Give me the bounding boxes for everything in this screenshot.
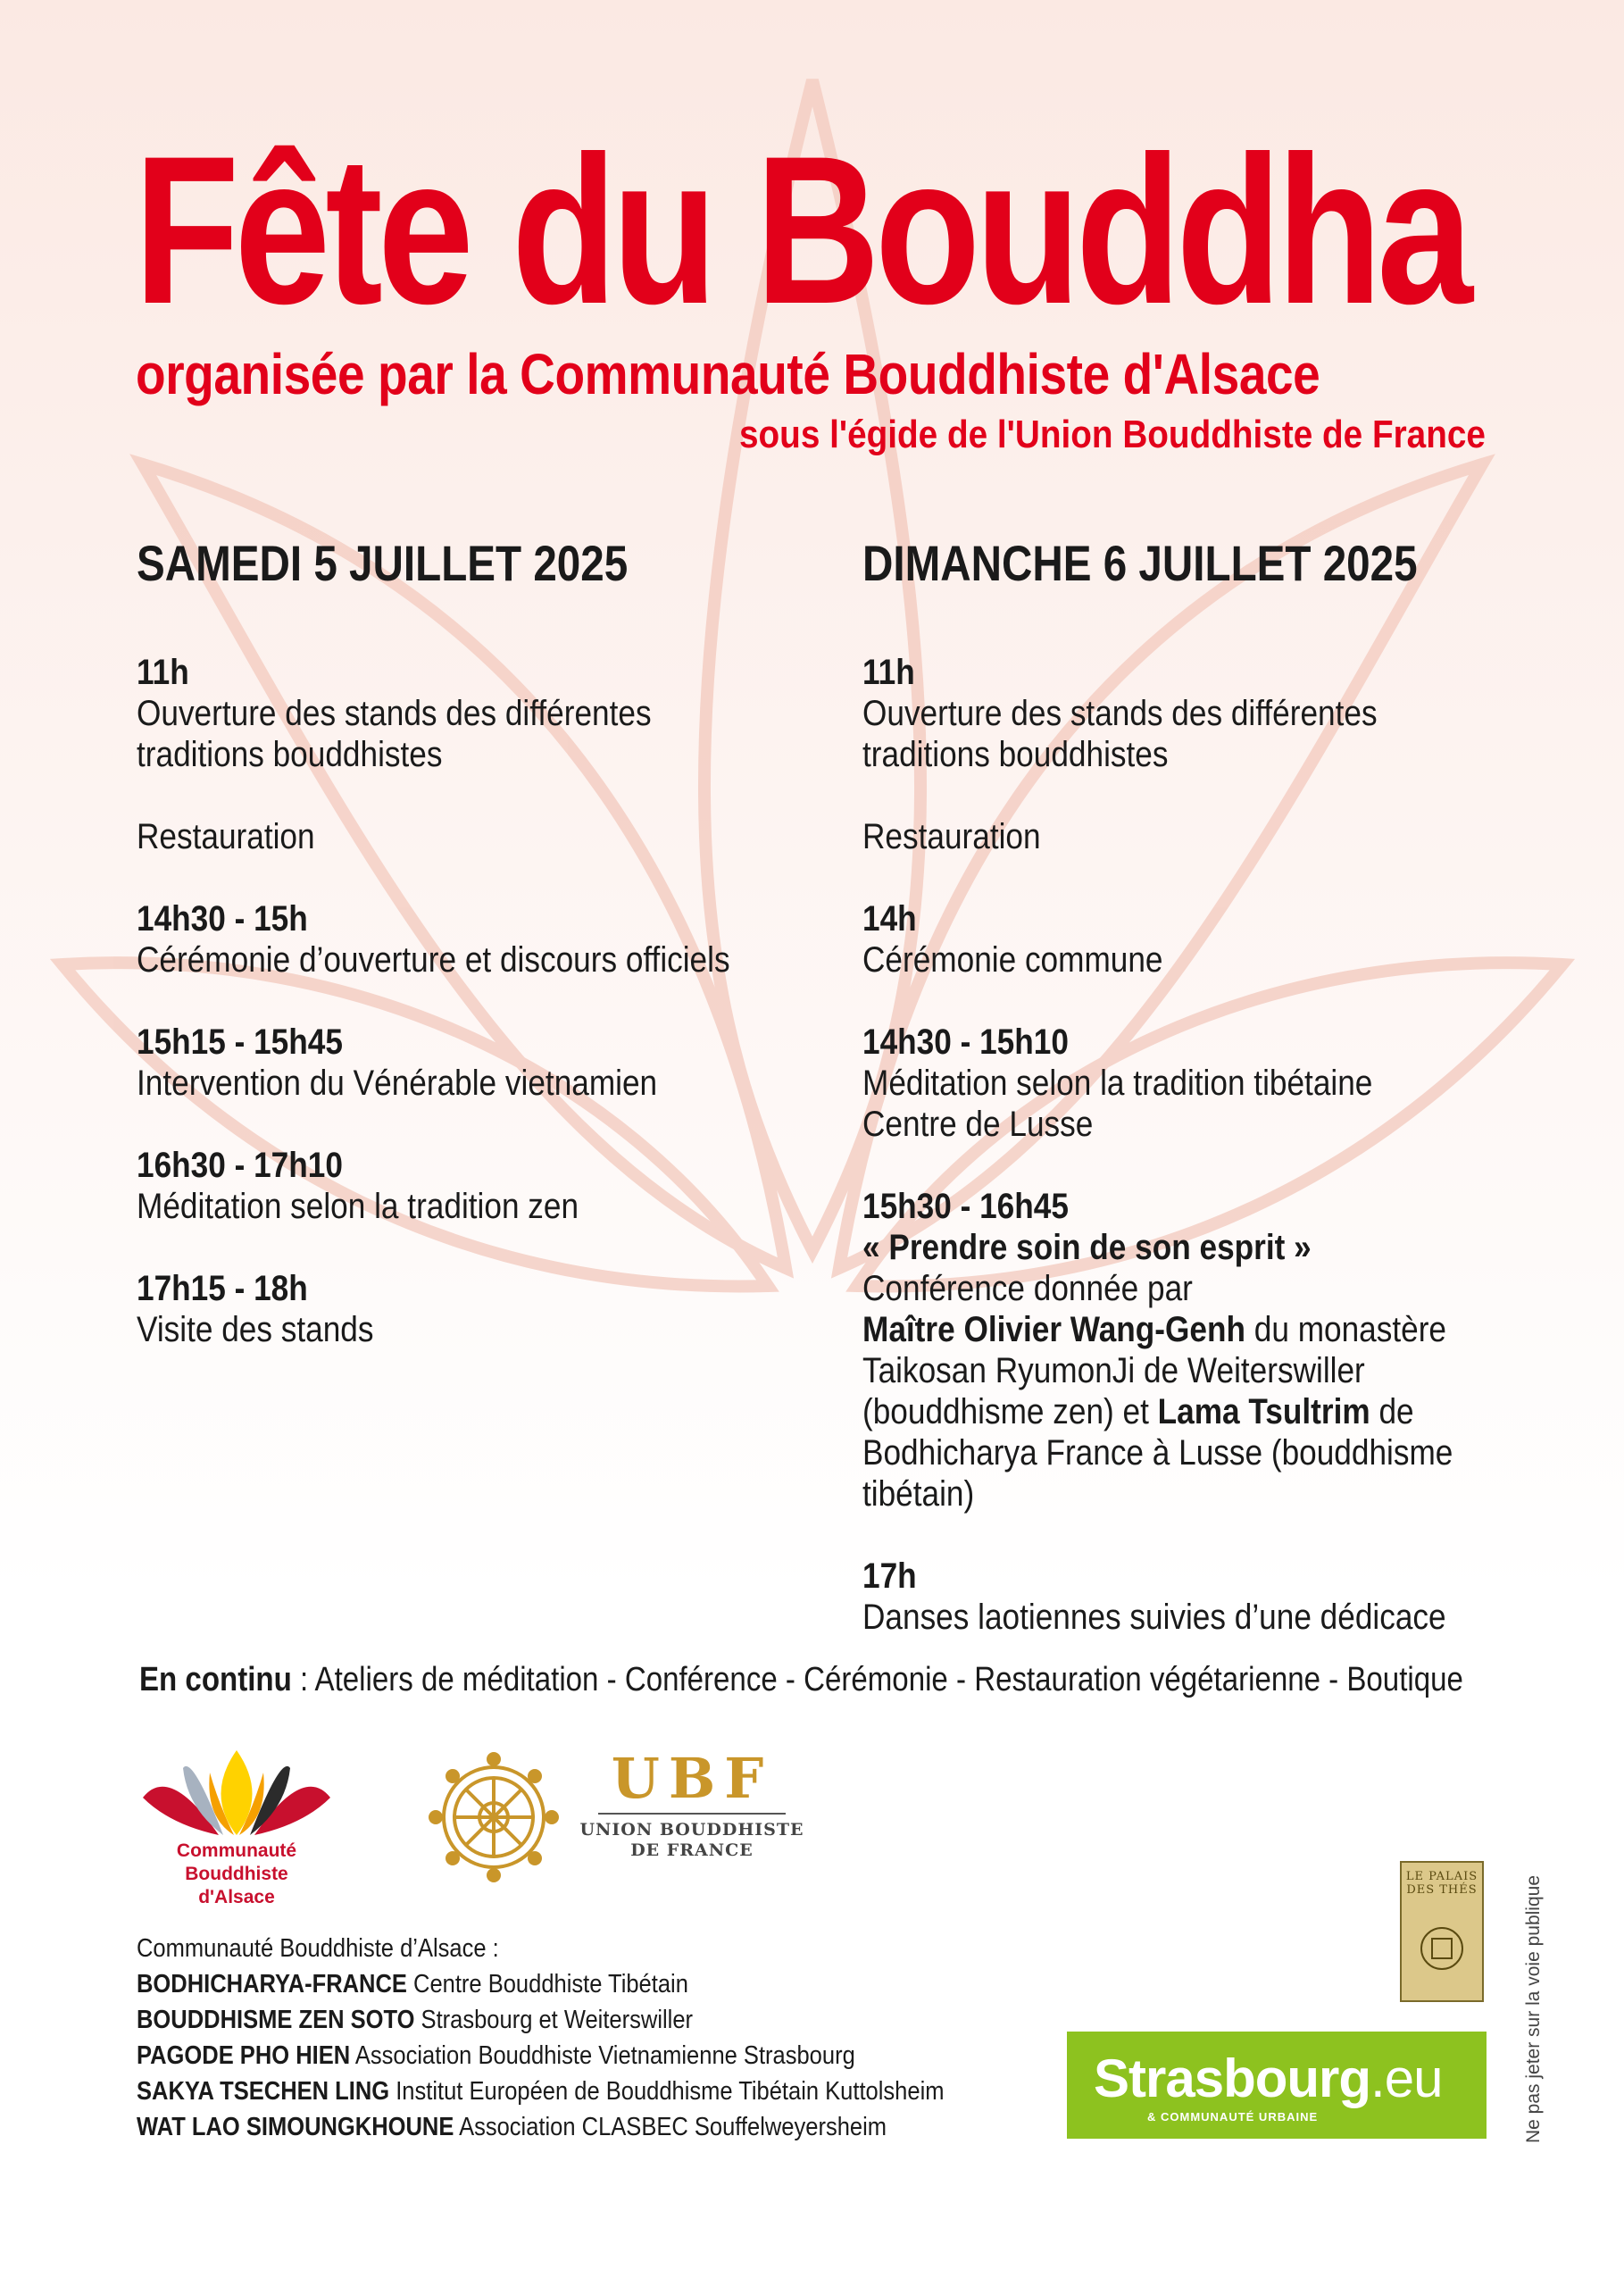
program-item xyxy=(862,816,1561,857)
event-time: 15h15 - 15h45 xyxy=(137,1022,343,1062)
speaker-name: Lama Tsultrim xyxy=(1157,1392,1370,1431)
conference-speakers-line xyxy=(862,1309,1561,1350)
member-item xyxy=(137,2002,945,2038)
program-item xyxy=(137,898,817,980)
cba-logo-text: Communauté Bouddhiste xyxy=(176,1840,297,1884)
event-description: Méditation selon la tradition zen xyxy=(137,1187,579,1226)
program-item xyxy=(862,898,1561,980)
strasbourg-brand: Strasbourg xyxy=(1094,2049,1371,2108)
member-name: BOUDDHISME ZEN SOTO xyxy=(137,2006,415,2034)
program-item xyxy=(862,1556,1561,1638)
sunday-heading: DIMANCHE 6 JUILLET 2025 xyxy=(862,535,1418,591)
event-time: 14h xyxy=(862,899,917,939)
member-desc: Strasbourg et Weiterswiller xyxy=(414,2006,694,2034)
event-time: 15h30 - 16h45 xyxy=(862,1187,1069,1226)
palais-text: DES THÉS xyxy=(1406,1883,1478,1897)
member-desc: Association CLASBEC Souffelweyersheim xyxy=(454,2113,887,2141)
member-item xyxy=(137,1966,945,2002)
member-name: WAT LAO SIMOUNGKHOUNE xyxy=(137,2113,454,2141)
event-description: Intervention du Vénérable vietnamien xyxy=(137,1064,658,1103)
conference-description: tibétain) xyxy=(862,1474,975,1514)
ubf-logo xyxy=(571,1746,812,1875)
program-item xyxy=(137,1145,817,1227)
lotus-logo-icon xyxy=(134,1746,339,1844)
organizer-subtitle: organisée par la Communauté Bouddhiste d'Alsace xyxy=(136,342,1320,406)
event-time: 17h15 - 18h xyxy=(137,1269,308,1308)
conference-description: Taikosan RyumonJi de Weiterswiller xyxy=(862,1351,1365,1390)
program-item xyxy=(137,1268,817,1350)
speaker-affiliation: de xyxy=(1370,1392,1414,1431)
member-desc: Association Bouddhiste Vietnamienne Strasbourg xyxy=(350,2041,855,2070)
event-description: Restauration xyxy=(862,817,1041,856)
sunday-program xyxy=(862,652,1559,1679)
continuous-text: : Ateliers de méditation - Conférence - Cérémonie - Restauration végétarienne - Boutique xyxy=(291,1661,1463,1698)
strasbourg-domain: .eu xyxy=(1370,2049,1443,2108)
event-description: Ouverture des stands des différentes xyxy=(862,694,1378,733)
event-description: traditions bouddhistes xyxy=(137,735,443,774)
event-time: 17h xyxy=(862,1556,917,1596)
event-time: 16h30 - 17h10 xyxy=(137,1146,343,1185)
disposal-notice: Ne pas jeter sur la voie publique xyxy=(1523,1874,1544,2143)
member-item xyxy=(137,2109,945,2145)
conference-title: « Prendre soin de son esprit » xyxy=(862,1228,1312,1267)
ubf-letters: UBF xyxy=(611,1746,773,1811)
member-list xyxy=(137,1931,1054,2145)
saturday-program xyxy=(137,652,815,1391)
event-title: Fête du Bouddha xyxy=(134,113,1469,348)
program-item xyxy=(137,1022,817,1104)
seal-icon xyxy=(1420,1927,1463,1970)
member-item xyxy=(137,2038,945,2074)
ubf-name: DE FRANCE xyxy=(630,1840,754,1860)
event-description: Danses laotiennes suivies d’une dédicace xyxy=(862,1598,1446,1637)
conference-speakers-line xyxy=(862,1391,1561,1432)
event-description: Ouverture des stands des différentes xyxy=(137,694,652,733)
speaker-name: Maître Olivier Wang-Genh xyxy=(862,1310,1245,1349)
dharma-wheel-icon xyxy=(427,1750,561,1884)
program-item xyxy=(137,816,817,857)
event-time: 14h30 - 15h10 xyxy=(862,1022,1069,1062)
palais-des-thes-logo xyxy=(1400,1861,1484,2002)
event-description: Restauration xyxy=(137,817,315,856)
member-name: SAKYA TSECHEN LING xyxy=(137,2077,390,2106)
event-description: traditions bouddhistes xyxy=(862,735,1169,774)
event-description: Méditation selon la tradition tibétaine xyxy=(862,1064,1373,1103)
ubf-divider xyxy=(598,1813,786,1815)
program-item xyxy=(862,1022,1561,1145)
member-name: BODHICHARYA-FRANCE xyxy=(137,1970,407,1998)
event-time: 11h xyxy=(137,653,189,692)
member-intro: Communauté Bouddhiste d’Alsace : xyxy=(137,1934,499,1963)
member-name: PAGODE PHO HIEN xyxy=(137,2041,351,2070)
event-time: 11h xyxy=(862,653,915,692)
event-description: Cérémonie d’ouverture et discours officiels xyxy=(137,940,730,980)
strasbourg-logo xyxy=(1067,2032,1487,2139)
continuous-activities xyxy=(139,1661,1463,1699)
cba-logo-text: d'Alsace xyxy=(198,1887,275,1907)
program-item xyxy=(137,652,817,775)
event-description: Cérémonie commune xyxy=(862,940,1163,980)
conference-description: (bouddhisme zen) et xyxy=(862,1392,1158,1431)
strasbourg-tagline: & COMMUNAUTÉ URBAINE xyxy=(1147,2110,1319,2124)
program-item xyxy=(862,652,1561,775)
member-desc: Centre Bouddhiste Tibétain xyxy=(406,1970,688,1998)
cba-logo xyxy=(134,1746,339,1907)
conference-description: Bodhicharya France à Lusse (bouddhisme xyxy=(862,1433,1453,1473)
conference-item xyxy=(862,1186,1561,1514)
patronage-subtitle: sous l'égide de l'Union Bouddhiste de France xyxy=(739,413,1486,456)
conference-intro: Conférence donnée par xyxy=(862,1269,1193,1308)
event-description: Centre de Lusse xyxy=(862,1105,1094,1144)
palais-text: LE PALAIS xyxy=(1405,1870,1478,1883)
speaker-affiliation: du monastère xyxy=(1245,1310,1447,1349)
continuous-label: En continu xyxy=(139,1661,292,1698)
saturday-heading: SAMEDI 5 JUILLET 2025 xyxy=(137,535,629,591)
member-item xyxy=(137,2074,945,2109)
member-desc: Institut Européen de Bouddhisme Tibétain Kuttolsheim xyxy=(389,2077,945,2106)
event-description: Visite des stands xyxy=(137,1310,374,1349)
event-time: 14h30 - 15h xyxy=(137,899,308,939)
ubf-name: UNION BOUDDHISTE xyxy=(579,1820,804,1840)
